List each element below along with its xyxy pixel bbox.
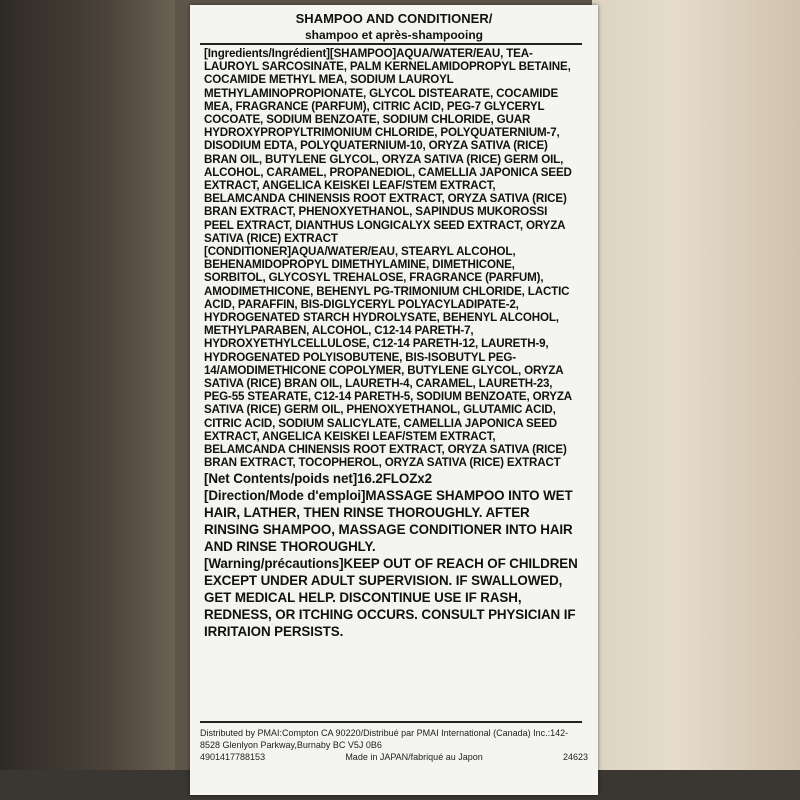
directions: [Direction/Mode d'emploi]MASSAGE SHAMPOO INTO WET HAIR, LATHER, THEN RINSE THOROUGHLY. AFTER RINSING SHAMPOO, MASSAGE CONDITIONER INTO HAIR AND RINSE THOROUGHLY. [204,487,573,554]
shampoo-ingredients: [Ingredients/Ingrédient][SHAMPOO]AQUA/WATER/EAU, TEA-LAUROYL SARCOSINATE, PALM KERNELAMIDOPROPYL BETAINE, COCAMIDE METHYL MEA, SODIUM LAUROYL METHYLAMINOPROPIONATE, GLYCOL DISTEARATE, COCAMIDE MEA, FRAGRANCE (PARFUM), CITRIC ACID, PEG-7 GLYCERYL COCOATE, SODIUM BENZOATE, SODIUM CHLORIDE, GUAR HYDROXYPROPYLTRIMONIUM CHLORIDE, POLYQUATERNIUM-7, DISODIUM EDTA, POLYQUATERNIUM-10, ORYZA SATIVA (RICE) BRAN OIL, BUTYLENE GLYCOL, ORYZA SATIVA (RICE) GERM OIL, ALCOHOL, CARAMEL, PROPANEDIOL, CAMELLIA JAPONICA SEED EXTRACT, ANGELICA KEISKEI LEAF/STEM EXTRACT, BELAMCANDA CHINENSIS ROOT EXTRACT, ORYZA SATIVA (RICE) BRAN EXTRACT, PHENOXYETHANOL, SAPINDUS MUKOROSSI PEEL EXTRACT, DIANTHUS LONGICALYX SEED EXTRACT, ORYZA SATIVA (RICE) EXTRACT [204,47,572,245]
instructions-block [200,470,582,640]
ingredients-block [200,45,582,470]
label-header [190,5,598,43]
warnings: [Warning/précautions]KEEP OUT OF REACH OF CHILDREN EXCEPT UNDER ADULT SUPERVISION. IF SWALLOWED, GET MEDICAL HELP. DISCONTINUE USE IF RASH, REDNESS, OR ITCHING OCCURS. CONSULT PHYSICIAN IF IRRITAION PERSISTS. [204,555,578,639]
conditioner-ingredients: [CONDITIONER]AQUA/WATER/EAU, STEARYL ALCOHOL, BEHENAMIDOPROPYL DIMETHYLAMINE, DIMETHICONE, SORBITOL, GLYCOSYL TREHALOSE, FRAGRANCE (PARFUM), AMODIMETHICONE, BEHENYL PG-TRIMONIUM CHLORIDE, LACTIC ACID, PARAFFIN, BIS-DIGLYCERYL POLYACYLADIPATE-2, HYDROGENATED STARCH HYDROLYSATE, BEHENYL ALCOHOL, METHYLPARABEN, ALCOHOL, C12-14 PARETH-7, HYDROXYETHYLCELLULOSE, C12-14 PARETH-12, LAURETH-9, HYDROGENATED POLYISOBUTENE, BIS-ISOBUTYL PEG-14/AMODIMETHICONE COPOLYMER, BUTYLENE GLYCOL, ORYZA SATIVA (RICE) BRAN OIL, LAURETH-4, CARAMEL, LAURETH-23, PEG-55 STEARATE, C12-14 PARETH-5, SODIUM BENZOATE, ORYZA SATIVA (RICE) GERM OIL, PHENOXYETHANOL, GLUTAMIC ACID, CITRIC ACID, SODIUM SALICYLATE, CAMELLIA JAPONICA SEED EXTRACT, ANGELICA KEISKEI LEAF/STEM EXTRACT, BELAMCANDA CHINENSIS ROOT EXTRACT, ORYZA SATIVA (RICE) BRAN EXTRACT, TOCOPHEROL, ORYZA SATIVA (RICE) EXTRACT [204,245,572,470]
background-left [0,0,175,800]
origin-info: Made in JAPAN/fabriqué au Japon [345,752,483,762]
footer-row [200,751,588,763]
net-contents: [Net Contents/poids net]16.2FLOZx2 [204,470,432,486]
distributor-info: Distributed by PMAI:Compton CA 90220/Distribué par PMAI International (Canada) Inc.:142-8528 Glenlyon Parkway,Burnaby BC V5J 0B6 [200,728,569,750]
barcode-number: 4901417788153 [200,752,266,762]
product-label [190,5,598,795]
label-footer [200,727,588,763]
label-title: SHAMPOO AND CONDITIONER/ [295,11,493,26]
label-content-frame [200,43,582,723]
label-subtitle: shampoo et après-shampooing [304,28,484,42]
product-code: 24623 [562,752,588,762]
background-right [592,0,800,800]
